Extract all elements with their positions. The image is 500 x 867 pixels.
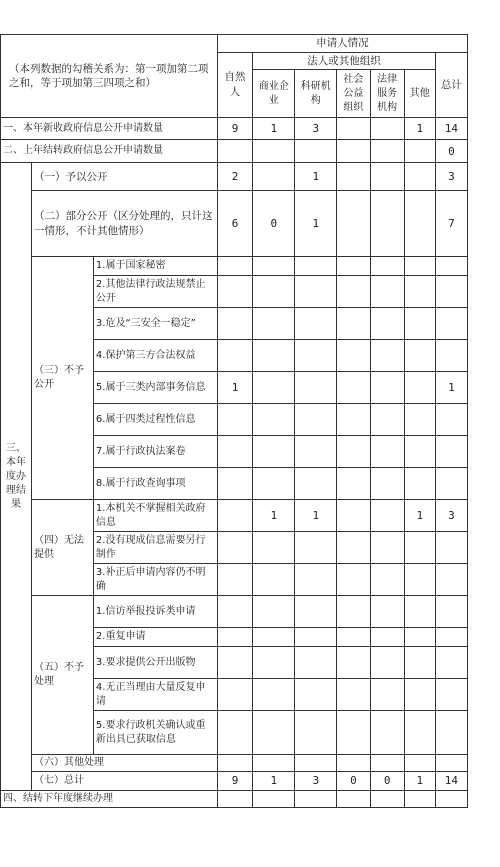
item-label: 5.属于三类内部事务信息 <box>93 372 217 404</box>
value-cell: 2 <box>217 163 252 191</box>
value-cell <box>253 257 295 276</box>
value-cell <box>295 340 337 372</box>
value-cell <box>253 404 295 436</box>
value-cell <box>337 628 370 647</box>
value-cell: 1 <box>253 118 295 140</box>
value-cell: 1 <box>295 191 337 257</box>
table-row <box>1 140 468 163</box>
value-cell: 14 <box>435 118 467 140</box>
value-cell <box>404 372 435 404</box>
value-cell <box>217 340 252 372</box>
value-cell: 0 <box>253 191 295 257</box>
value-cell <box>295 755 337 772</box>
value-cell <box>404 340 435 372</box>
item-label: 2.重复申请 <box>93 628 217 647</box>
value-cell <box>370 500 404 532</box>
value-cell <box>217 647 252 679</box>
value-cell <box>370 679 404 711</box>
value-cell <box>253 755 295 772</box>
value-cell <box>435 679 467 711</box>
value-cell <box>295 140 337 163</box>
value-cell <box>217 257 252 276</box>
value-cell <box>370 436 404 468</box>
value-cell <box>337 532 370 564</box>
value-cell <box>295 436 337 468</box>
col-header-public-welfare: 社会公益组织 <box>337 70 370 118</box>
value-cell <box>337 647 370 679</box>
value-cell: 1 <box>253 772 295 790</box>
value-cell <box>370 468 404 500</box>
value-cell <box>404 711 435 755</box>
value-cell: 1 <box>404 772 435 790</box>
item-label: 7.属于行政执法案卷 <box>93 436 217 468</box>
value-cell <box>253 711 295 755</box>
value-cell <box>435 340 467 372</box>
section-label: 三、本年度办理结果 <box>1 163 32 790</box>
value-cell <box>217 500 252 532</box>
value-cell: 1 <box>217 372 252 404</box>
value-cell <box>217 276 252 308</box>
value-cell: 1 <box>295 500 337 532</box>
table-row <box>1 163 468 191</box>
group-label: （五）不予处理 <box>31 596 93 755</box>
value-cell <box>337 436 370 468</box>
value-cell <box>337 596 370 628</box>
value-cell <box>435 790 467 807</box>
value-cell <box>253 436 295 468</box>
value-cell <box>435 711 467 755</box>
value-cell <box>370 140 404 163</box>
value-cell <box>253 647 295 679</box>
value-cell <box>404 436 435 468</box>
value-cell <box>295 711 337 755</box>
value-cell <box>253 140 295 163</box>
value-cell <box>253 308 295 340</box>
value-cell <box>370 276 404 308</box>
value-cell <box>217 532 252 564</box>
value-cell <box>404 790 435 807</box>
value-cell <box>253 628 295 647</box>
value-cell <box>253 372 295 404</box>
row-label: 四、结转下年度继续办理 <box>1 790 218 807</box>
value-cell <box>370 711 404 755</box>
value-cell <box>370 372 404 404</box>
value-cell <box>217 468 252 500</box>
value-cell <box>370 755 404 772</box>
value-cell <box>370 790 404 807</box>
value-cell <box>404 596 435 628</box>
header-description: （本列数据的勾稽关系为：第一项加第二项之和，等于项加第三四项之和） <box>1 35 218 118</box>
item-label: 8.属于行政查询事项 <box>93 468 217 500</box>
value-cell <box>370 596 404 628</box>
value-cell: 1 <box>404 500 435 532</box>
table-row <box>1 790 468 807</box>
value-cell <box>217 596 252 628</box>
value-cell <box>337 257 370 276</box>
value-cell <box>370 404 404 436</box>
value-cell <box>337 679 370 711</box>
item-label: 4.保护第三方合法权益 <box>93 340 217 372</box>
value-cell <box>435 564 467 596</box>
value-cell <box>295 468 337 500</box>
col-header-natural-person: 自然人 <box>217 52 252 118</box>
value-cell <box>295 790 337 807</box>
row-label: （六）其他处理 <box>31 755 217 772</box>
value-cell <box>217 140 252 163</box>
value-cell: 14 <box>435 772 467 790</box>
value-cell: 3 <box>435 163 467 191</box>
value-cell <box>337 564 370 596</box>
value-cell <box>217 564 252 596</box>
value-cell <box>435 468 467 500</box>
value-cell <box>404 532 435 564</box>
value-cell: 0 <box>435 140 467 163</box>
value-cell <box>217 436 252 468</box>
value-cell <box>404 679 435 711</box>
value-cell <box>370 340 404 372</box>
value-cell <box>295 276 337 308</box>
value-cell <box>404 140 435 163</box>
item-label: 1.属于国家秘密 <box>93 257 217 276</box>
value-cell: 3 <box>295 772 337 790</box>
value-cell: 3 <box>295 118 337 140</box>
value-cell: 0 <box>370 772 404 790</box>
value-cell <box>404 257 435 276</box>
value-cell <box>404 564 435 596</box>
col-header-other: 其他 <box>404 70 435 118</box>
col-header-legal-service: 法律服务机构 <box>370 70 404 118</box>
group-label: （四）无法提供 <box>31 500 93 596</box>
value-cell <box>435 404 467 436</box>
value-cell <box>295 628 337 647</box>
row-label: （一）予以公开 <box>31 163 217 191</box>
value-cell: 9 <box>217 772 252 790</box>
value-cell: 7 <box>435 191 467 257</box>
value-cell <box>295 679 337 711</box>
header-legal-group: 法人或其他组织 <box>253 52 436 70</box>
value-cell <box>370 163 404 191</box>
table-row <box>1 772 468 790</box>
item-label: 3.危及“三安全一稳定” <box>93 308 217 340</box>
value-cell <box>404 308 435 340</box>
value-cell <box>253 468 295 500</box>
value-cell <box>337 711 370 755</box>
value-cell <box>435 628 467 647</box>
table-row <box>1 500 468 532</box>
value-cell <box>295 647 337 679</box>
value-cell <box>337 755 370 772</box>
value-cell <box>370 628 404 647</box>
value-cell <box>404 755 435 772</box>
value-cell <box>253 340 295 372</box>
value-cell <box>217 308 252 340</box>
value-cell <box>337 276 370 308</box>
item-label: 4.无正当理由大量反复申请 <box>93 679 217 711</box>
value-cell <box>435 308 467 340</box>
item-label: 3.要求提供公开出版物 <box>93 647 217 679</box>
value-cell <box>217 628 252 647</box>
header-applicant: 申请人情况 <box>217 35 467 53</box>
value-cell <box>295 564 337 596</box>
value-cell <box>337 340 370 372</box>
value-cell <box>253 532 295 564</box>
col-header-business: 商业企业 <box>253 70 295 118</box>
value-cell <box>337 163 370 191</box>
value-cell <box>253 679 295 711</box>
table-row <box>1 596 468 628</box>
col-header-research: 科研机构 <box>295 70 337 118</box>
value-cell <box>337 118 370 140</box>
value-cell <box>370 564 404 596</box>
value-cell <box>404 468 435 500</box>
row-label: （二）部分公开（区分处理的，只计这一情形，不计其他情形） <box>31 191 217 257</box>
value-cell <box>370 647 404 679</box>
item-label: 6.属于四类过程性信息 <box>93 404 217 436</box>
value-cell <box>435 276 467 308</box>
value-cell <box>295 308 337 340</box>
row-label: （七）总计 <box>31 772 217 790</box>
value-cell <box>295 372 337 404</box>
value-cell <box>370 532 404 564</box>
value-cell <box>253 163 295 191</box>
value-cell: 1 <box>253 500 295 532</box>
item-label: 5.要求行政机关确认或重新出具已获取信息 <box>93 711 217 755</box>
value-cell <box>370 191 404 257</box>
value-cell <box>337 404 370 436</box>
value-cell <box>217 679 252 711</box>
value-cell <box>404 163 435 191</box>
value-cell <box>370 257 404 276</box>
table-row <box>1 755 468 772</box>
value-cell <box>295 532 337 564</box>
value-cell <box>404 647 435 679</box>
value-cell <box>337 500 370 532</box>
value-cell <box>253 790 295 807</box>
value-cell <box>435 532 467 564</box>
value-cell: 9 <box>217 118 252 140</box>
value-cell <box>295 596 337 628</box>
value-cell <box>337 468 370 500</box>
value-cell <box>404 628 435 647</box>
table-row <box>1 118 468 140</box>
value-cell <box>337 191 370 257</box>
value-cell <box>337 790 370 807</box>
item-label: 1.本机关不掌握相关政府信息 <box>93 500 217 532</box>
value-cell <box>295 257 337 276</box>
item-label: 3.补正后申请内容仍不明确 <box>93 564 217 596</box>
col-header-total: 总计 <box>435 52 467 118</box>
value-cell <box>370 308 404 340</box>
item-label: 1.信访举报投诉类申请 <box>93 596 217 628</box>
value-cell: 1 <box>404 118 435 140</box>
value-cell: 1 <box>295 163 337 191</box>
value-cell <box>404 404 435 436</box>
value-cell <box>295 404 337 436</box>
value-cell <box>404 191 435 257</box>
value-cell <box>435 596 467 628</box>
value-cell: 3 <box>435 500 467 532</box>
value-cell <box>217 790 252 807</box>
value-cell <box>217 711 252 755</box>
value-cell <box>435 755 467 772</box>
value-cell <box>337 308 370 340</box>
group-label: （三）不予公开 <box>31 257 93 500</box>
value-cell <box>435 647 467 679</box>
value-cell <box>253 564 295 596</box>
value-cell <box>337 140 370 163</box>
value-cell <box>435 257 467 276</box>
row-label: 二、上年结转政府信息公开申请数量 <box>1 140 218 163</box>
item-label: 2.没有现成信息需要另行制作 <box>93 532 217 564</box>
value-cell: 6 <box>217 191 252 257</box>
value-cell <box>253 276 295 308</box>
info-disclosure-table <box>0 34 468 808</box>
value-cell <box>435 436 467 468</box>
value-cell <box>217 755 252 772</box>
value-cell: 1 <box>435 372 467 404</box>
value-cell <box>404 276 435 308</box>
value-cell <box>370 118 404 140</box>
table-row <box>1 257 468 276</box>
value-cell: 0 <box>337 772 370 790</box>
value-cell <box>253 596 295 628</box>
item-label: 2.其他法律行政法规禁止公开 <box>93 276 217 308</box>
value-cell <box>337 372 370 404</box>
table-row <box>1 191 468 257</box>
value-cell <box>217 404 252 436</box>
row-label: 一、本年新收政府信息公开申请数量 <box>1 118 218 140</box>
